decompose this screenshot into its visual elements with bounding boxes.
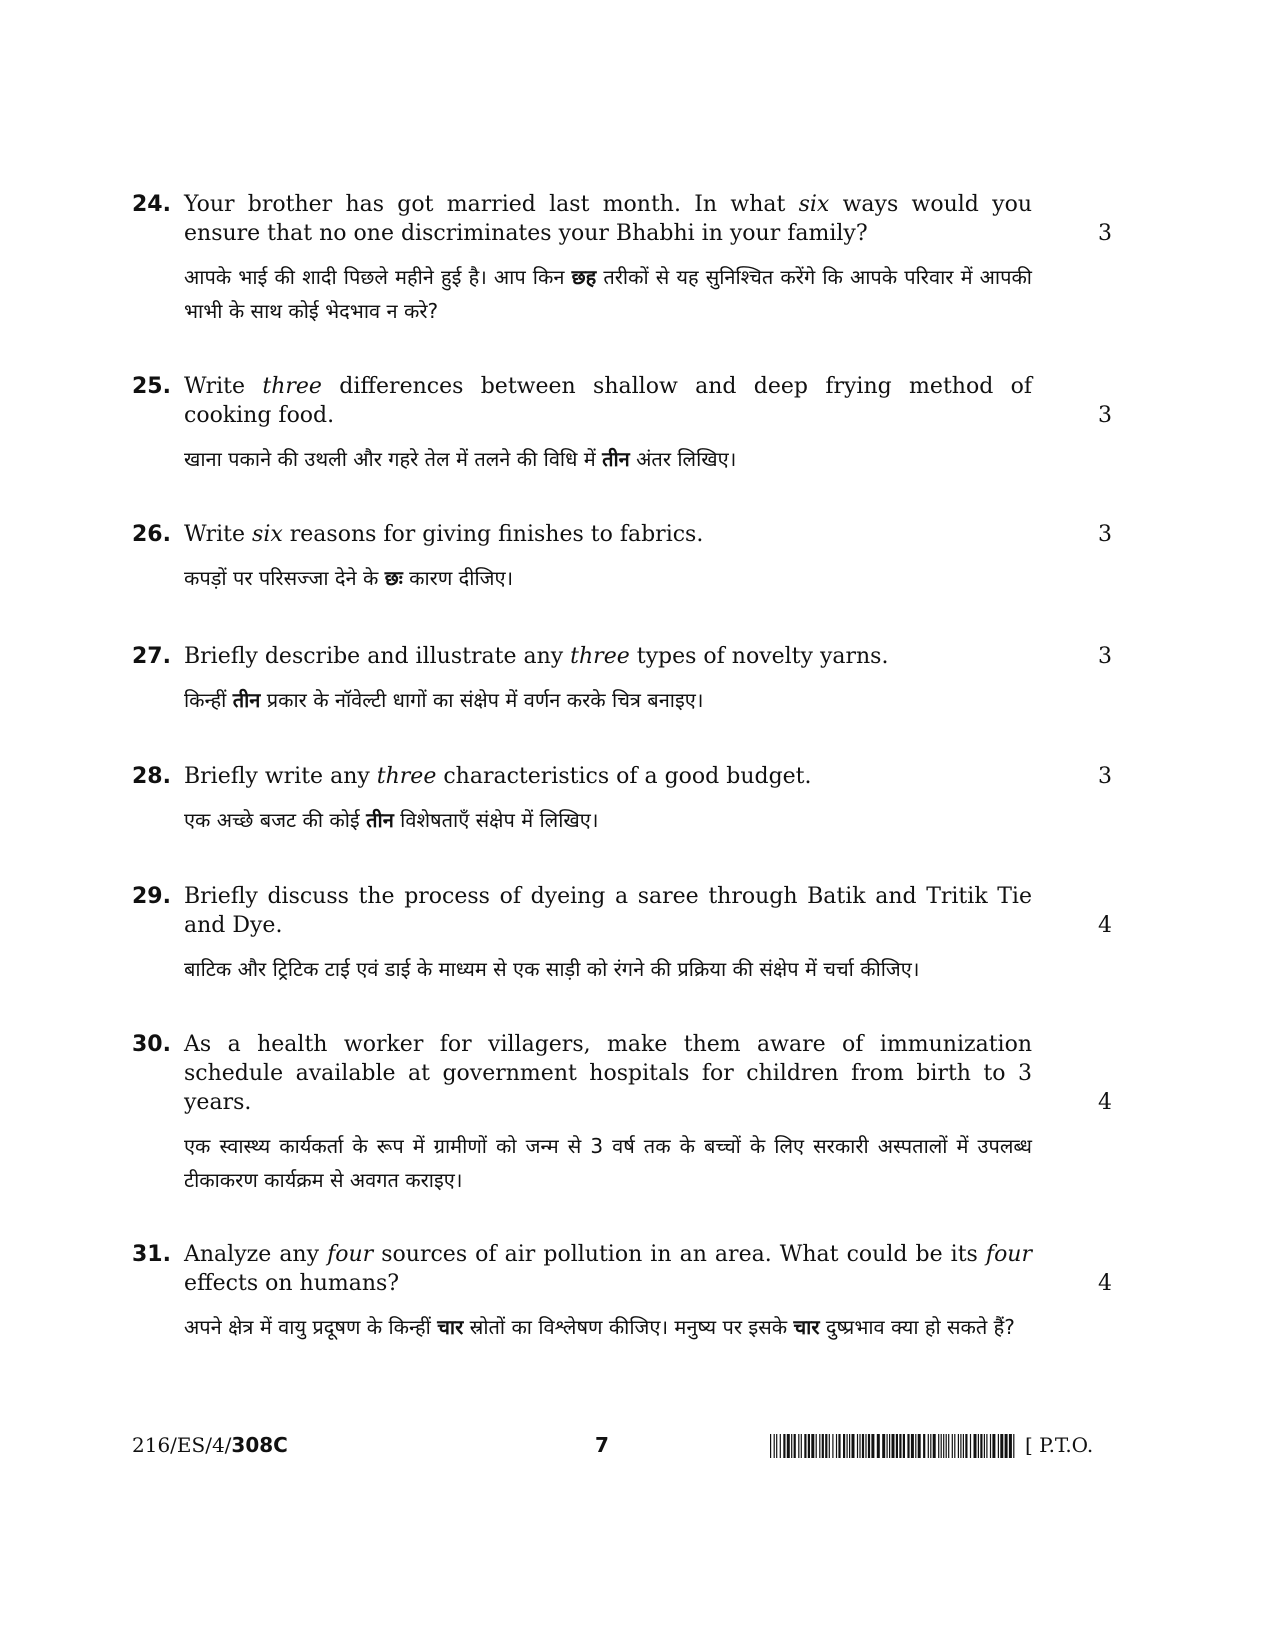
barcode-bar: [933, 1434, 936, 1458]
barcode-bar: [970, 1434, 971, 1458]
barcode-bar: [978, 1434, 979, 1458]
barcode-bar: [998, 1434, 999, 1458]
barcode-bar: [1009, 1434, 1012, 1458]
question-28: [132, 762, 1132, 837]
barcode-bar: [899, 1434, 901, 1458]
question-text-en: Briefly write any three characteristics of a good budget.: [184, 764, 812, 789]
barcode-bar: [783, 1434, 785, 1458]
barcode-bar: [963, 1434, 964, 1458]
barcode-bar: [952, 1434, 953, 1458]
barcode-bar: [857, 1434, 858, 1458]
barcode-bar: [811, 1434, 814, 1458]
barcode-bar: [980, 1434, 982, 1458]
pto-label: [ P.T.O.: [1025, 1433, 1094, 1457]
barcode-bar: [868, 1434, 870, 1458]
question-25: [132, 372, 1132, 476]
barcode-bar: [852, 1434, 855, 1458]
barcode-bar: [862, 1434, 864, 1458]
barcode-bar: [946, 1434, 947, 1458]
question-31: [132, 1240, 1132, 1344]
barcode-bar: [1013, 1434, 1014, 1458]
barcode-bar: [822, 1434, 824, 1458]
barcode-bar: [843, 1434, 845, 1458]
page-footer: [0, 1430, 1275, 1470]
question-marks: 3: [1098, 644, 1112, 669]
barcode-bar: [911, 1434, 914, 1458]
question-marks: 3: [1098, 403, 1112, 428]
barcode-bar: [787, 1434, 790, 1458]
barcode-bar: [938, 1434, 939, 1458]
barcode-bar: [990, 1434, 991, 1458]
question-26: [132, 520, 1132, 595]
question-text-hi: आपके भाई की शादी पिछले महीने हुई है। आप किन छह तरीकों से यह सुनिश्चित करेंगे कि आपके परिवार में आपकी भाभी के साथ कोई भेदभाव न करे?: [184, 265, 1032, 323]
barcode-bar: [943, 1434, 944, 1458]
barcode-image: [770, 1434, 1016, 1458]
question-number: 24.: [132, 192, 171, 217]
barcode-bar: [960, 1434, 961, 1458]
question-text-en: Briefly discuss the process of dyeing a saree through Batik and Tritik Tie and Dye.: [184, 884, 1032, 938]
barcode-bar: [903, 1434, 905, 1458]
barcode-bar: [915, 1434, 916, 1458]
question-text-hi: एक अच्छे बजट की कोई तीन विशेषताएँ संक्षेप में लिखिए।: [184, 808, 599, 832]
barcode-bar: [984, 1434, 985, 1458]
barcode-bar: [896, 1434, 898, 1458]
question-marks: 3: [1098, 221, 1112, 246]
barcode-bar: [801, 1434, 802, 1458]
question-30: [132, 1030, 1132, 1197]
barcode-bar: [838, 1434, 840, 1458]
question-marks: 3: [1098, 764, 1112, 789]
barcode-bar: [923, 1434, 925, 1458]
question-text-hi: बाटिक और ट्रिटिक टाई एवं डाई के माध्यम से एक साड़ी को रंगने की प्रक्रिया की संक्षेप में चर्चा कीजिए।: [184, 957, 920, 981]
question-text-en: Briefly describe and illustrate any three types of novelty yarns.: [184, 644, 889, 669]
barcode-bar: [954, 1434, 955, 1458]
barcode-bar: [928, 1434, 929, 1458]
barcode-bar: [930, 1434, 931, 1458]
barcode-bar: [892, 1434, 895, 1458]
barcode-bar: [794, 1434, 796, 1458]
question-text-hi: कपड़ों पर परिसज्जा देने के छः कारण दीजिए।: [184, 566, 514, 590]
barcode-bar: [808, 1434, 810, 1458]
barcode-bar: [791, 1434, 792, 1458]
barcode-bar: [1000, 1434, 1003, 1458]
question-number: 31.: [132, 1242, 171, 1267]
barcode-bar: [1005, 1434, 1008, 1458]
question-number: 29.: [132, 884, 171, 909]
question-text-en: Your brother has got married last month. In what six ways would you ensure that no one discriminates your Bhabhi in your family?: [184, 192, 1032, 246]
barcode-bar: [907, 1434, 909, 1458]
barcode-bar: [836, 1434, 837, 1458]
barcode-bar: [832, 1434, 833, 1458]
question-marks: 4: [1098, 913, 1112, 938]
question-text-hi: एक स्वास्थ्य कार्यकर्ता के रूप में ग्रामीणों को जन्म से 3 वर्ष तक के बच्चों के लिए सरकारी अस्पतालों में उपलब्ध टीकाकरण कार्यक्रम से अवगत कराइए।: [184, 1134, 1032, 1192]
barcode-bar: [882, 1434, 885, 1458]
question-number: 25.: [132, 374, 171, 399]
barcode-bar: [804, 1434, 806, 1458]
barcode-bar: [776, 1434, 777, 1458]
barcode-bar: [865, 1434, 866, 1458]
question-27: [132, 642, 1132, 717]
question-text-hi: खाना पकाने की उथली और गहरे तेल में तलने की विधि में तीन अंतर लिखिए।: [184, 447, 737, 471]
barcode-bar: [992, 1434, 995, 1458]
barcode-bar: [780, 1434, 781, 1458]
paper-code-suffix: 308C: [231, 1433, 288, 1457]
barcode-bar: [819, 1434, 820, 1458]
question-number: 30.: [132, 1032, 171, 1057]
paper-code-prefix: 216/ES/4/: [132, 1433, 232, 1457]
question-number: 27.: [132, 644, 171, 669]
barcode-bar: [974, 1434, 977, 1458]
page-number: 7: [595, 1433, 609, 1457]
barcode-bar: [889, 1434, 890, 1458]
barcode-bar: [829, 1434, 830, 1458]
barcode-bar: [859, 1434, 860, 1458]
paper-code: [132, 1430, 288, 1460]
barcode-bar: [986, 1434, 987, 1458]
barcode-bar: [877, 1434, 880, 1458]
question-number: 26.: [132, 522, 171, 547]
barcode-bar: [871, 1434, 874, 1458]
question-marks: 4: [1098, 1090, 1112, 1115]
barcode-bar: [887, 1434, 888, 1458]
barcode-bar: [847, 1434, 848, 1458]
question-text-en: As a health worker for villagers, make them aware of immunization schedule available at government hospitals for children from birth to 3 years.: [184, 1032, 1032, 1115]
question-text-hi: किन्हीं तीन प्रकार के नॉवेल्टी धागों का संक्षेप में वर्णन करके चित्र बनाइए।: [184, 688, 704, 712]
question-marks: 4: [1098, 1271, 1112, 1296]
barcode-bar: [965, 1434, 967, 1458]
barcode-bar: [958, 1434, 959, 1458]
barcode-bar: [770, 1434, 771, 1458]
question-text-en: Write six reasons for giving finishes to fabrics.: [184, 522, 704, 547]
barcode-bar: [774, 1434, 775, 1458]
barcode-bar: [816, 1434, 817, 1458]
barcode-bar: [918, 1434, 921, 1458]
barcode-bar: [798, 1434, 799, 1458]
question-29: [132, 882, 1132, 986]
question-number: 28.: [132, 764, 171, 789]
question-text-hi: अपने क्षेत्र में वायु प्रदूषण के किन्हीं चार स्रोतों का विश्लेषण कीजिए। मनुष्य पर इसके चार दुष्प्रभाव क्या हो सकते हैं?: [184, 1315, 1015, 1339]
question-text-en: Analyze any four sources of air pollution in an area. What could be its four effects on humans?: [184, 1242, 1032, 1296]
barcode-bar: [849, 1434, 850, 1458]
barcode-bar: [825, 1434, 827, 1458]
barcode-bar: [941, 1434, 942, 1458]
barcode-bar: [948, 1434, 949, 1458]
question-marks: 3: [1098, 522, 1112, 547]
question-text-en: Write three differences between shallow and deep frying method of cooking food.: [184, 374, 1033, 428]
question-24: [132, 190, 1132, 328]
